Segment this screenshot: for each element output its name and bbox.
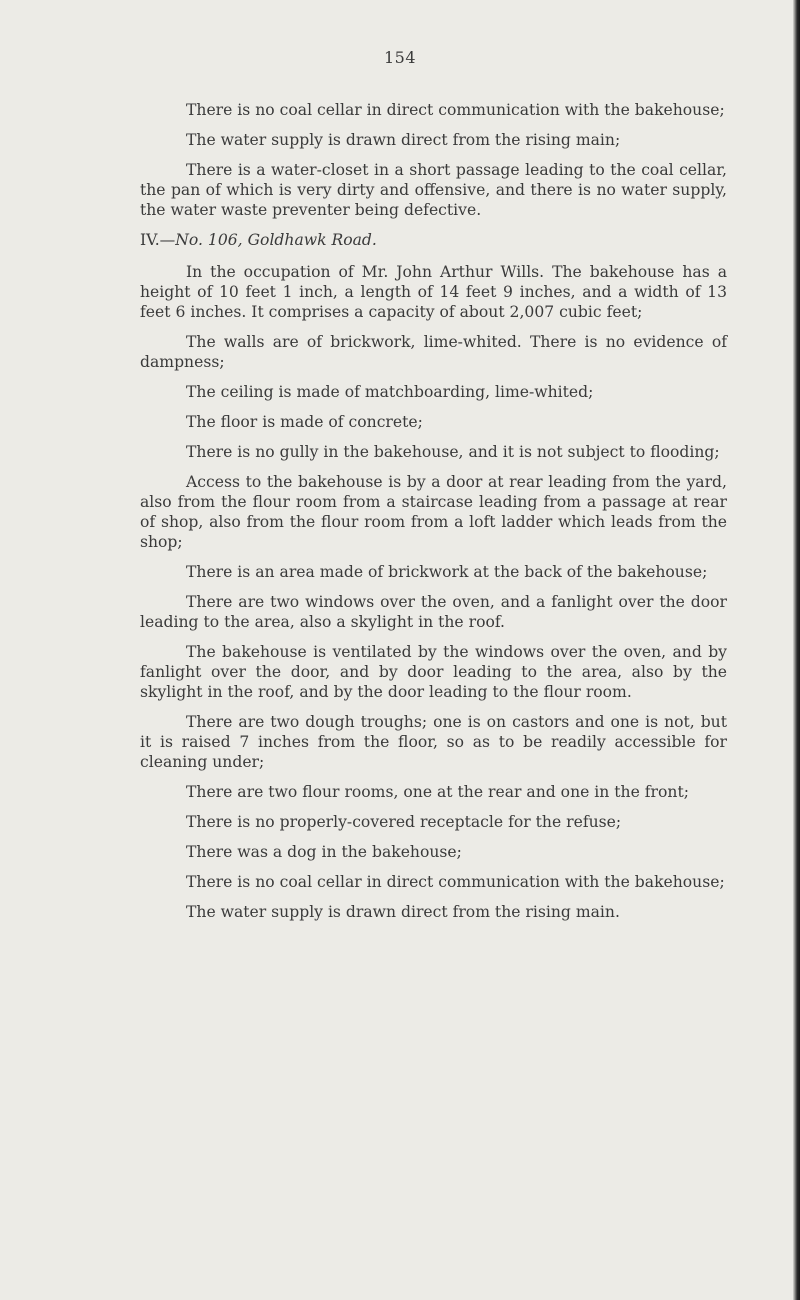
paragraph: There is an area made of brickwork at the back of the bakehouse; bbox=[186, 563, 708, 581]
paragraph: There is no properly-covered receptacle for the refuse; bbox=[186, 813, 622, 831]
paragraph: The bakehouse is ventilated by the windows over the oven, and by fanlight over the door, and by door leading to the area, also by the skylight in the roof, and by the door leading to the flour room. bbox=[140, 643, 727, 701]
paragraph: The walls are of brickwork, lime-whited. There is no evidence of dampness; bbox=[140, 333, 727, 371]
paragraph: There was a dog in the bakehouse; bbox=[186, 843, 462, 861]
paragraph: The floor is made of concrete; bbox=[186, 413, 423, 431]
section-numeral: IV.— bbox=[140, 231, 176, 249]
paragraph: There are two flour rooms, one at the rear and one in the front; bbox=[186, 783, 689, 801]
paragraph: There is no gully in the bakehouse, and it is not subject to flooding; bbox=[186, 443, 720, 461]
paragraph: There is no coal cellar in direct communication with the bakehouse; bbox=[186, 873, 725, 891]
paragraph: In the occupation of Mr. John Arthur Wills. The bakehouse has a height of 10 feet 1 inch, a length of 14 feet 9 inches, and a width of 13 feet 6 inches. It comprises a capacity of about 2,007 cubic feet; bbox=[140, 263, 727, 321]
paragraph: There are two dough troughs; one is on castors and one is not, but it is raised 7 inches from the floor, so as to be readily accessible for cleaning under; bbox=[140, 713, 727, 771]
section-title: No. 106, Goldhawk Road. bbox=[175, 231, 377, 249]
paragraph: There is no coal cellar in direct communication with the bakehouse; bbox=[186, 101, 725, 119]
paragraph: There is a water-closet in a short passage leading to the coal cellar, the pan of which is very dirty and offensive, and there is no water supply, the water waste preventer being defective. bbox=[140, 161, 727, 219]
document-body bbox=[140, 100, 727, 932]
paragraph: The water supply is drawn direct from the rising main. bbox=[186, 903, 620, 921]
paragraph: The ceiling is made of matchboarding, lime-whited; bbox=[186, 383, 594, 401]
paragraph: Access to the bakehouse is by a door at rear leading from the yard, also from the flour room from a staircase leading from a passage at rear of shop, also from the flour room from a loft ladder which leads from the shop; bbox=[140, 473, 727, 551]
page-number: 154 bbox=[383, 48, 417, 67]
paragraph: There are two windows over the oven, and a fanlight over the door leading to the area, also a skylight in the roof. bbox=[140, 593, 727, 631]
section-heading bbox=[140, 230, 727, 250]
page-edge-shadow bbox=[793, 0, 800, 1300]
paragraph: The water supply is drawn direct from the rising main; bbox=[186, 131, 621, 149]
